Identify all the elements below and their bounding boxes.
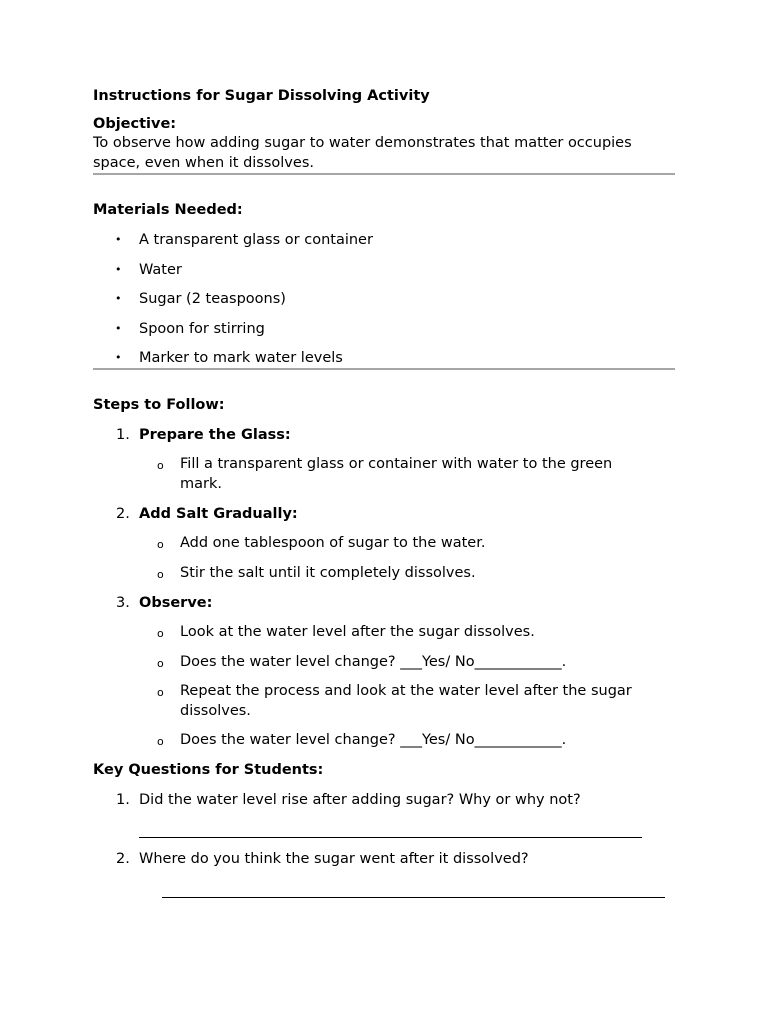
hollow-bullet-icon: o: [157, 538, 164, 551]
hollow-bullet-icon: o: [157, 686, 164, 699]
worksheet-page: [93, 84, 675, 898]
objective-text: [93, 134, 675, 173]
step-number: 3.: [116, 595, 130, 611]
objective-text-line: space, even when it dissolves.: [93, 154, 314, 171]
step-item: [93, 593, 675, 751]
material-item: A transparent glass or container: [139, 232, 373, 248]
hollow-bullet-icon: o: [157, 459, 164, 472]
section-divider: [93, 368, 675, 370]
question-item: [93, 849, 675, 869]
list-item: [93, 230, 675, 250]
substep-item: [139, 564, 675, 584]
material-item: Marker to mark water levels: [139, 350, 343, 366]
list-item: [93, 348, 675, 368]
substep-text: Look at the water level after the sugar dissolves.: [180, 624, 535, 640]
step-substeps: [139, 623, 675, 751]
material-item: Water: [139, 261, 182, 278]
substep-text: Does the water level change? ___Yes/ No____________.: [180, 732, 567, 748]
question-text: Where do you think the sugar went after it dissolved?: [139, 850, 529, 867]
bullet-icon: •: [115, 292, 122, 305]
question-number: 2.: [116, 850, 130, 867]
objective-heading: Objective:: [93, 116, 177, 132]
materials-list: [93, 230, 675, 368]
hollow-bullet-icon: o: [157, 656, 164, 670]
substep-text: Fill a transparent glass or container with water to the green: [180, 456, 613, 472]
list-item: [93, 260, 675, 280]
material-item: Spoon for stirring: [139, 320, 265, 337]
document-title: Instructions for Sugar Dissolving Activity: [93, 88, 430, 104]
substep-text: mark.: [180, 475, 222, 492]
step-substeps: [139, 534, 675, 583]
step-item: [93, 504, 675, 583]
substep-item: [139, 682, 675, 721]
substep-item: [139, 623, 675, 643]
list-item: [93, 289, 675, 309]
substep-item: [139, 653, 675, 673]
bullet-icon: •: [115, 233, 122, 246]
materials-heading: Materials Needed:: [93, 202, 243, 218]
steps-heading: Steps to Follow:: [93, 397, 225, 413]
substep-text: Stir the salt until it completely dissolves.: [180, 564, 476, 581]
hollow-bullet-icon: o: [157, 567, 164, 581]
material-item: Sugar (2 teaspoons): [139, 291, 286, 307]
question-text: Did the water level rise after adding sugar? Why or why not?: [139, 791, 581, 808]
answer-blank-line[interactable]: [162, 897, 665, 898]
step-title: Prepare the Glass:: [139, 427, 291, 443]
step-title: Add Salt Gradually:: [139, 506, 298, 522]
substep-text: Does the water level change? ___Yes/ No____________.: [180, 653, 567, 670]
hollow-bullet-icon: o: [157, 627, 164, 640]
answer-blank-line[interactable]: [139, 837, 642, 838]
objective-text-line: To observe how adding sugar to water demonstrates that matter occupies: [93, 135, 632, 151]
list-item: [93, 319, 675, 339]
substep-item: [139, 534, 675, 554]
substep-text: Add one tablespoon of sugar to the water.: [180, 535, 486, 551]
bullet-icon: •: [115, 351, 122, 364]
steps-list: [93, 425, 675, 751]
section-divider: [93, 173, 675, 175]
substep-text: dissolves.: [180, 702, 251, 719]
substep-text: Repeat the process and look at the water level after the sugar: [180, 683, 632, 699]
bullet-icon: •: [115, 262, 122, 276]
hollow-bullet-icon: o: [157, 735, 164, 748]
substep-item: [139, 455, 675, 494]
key-questions-heading: Key Questions for Students:: [93, 761, 324, 778]
bullet-icon: •: [115, 321, 122, 335]
substep-item: [139, 731, 675, 751]
question-item: [93, 790, 675, 810]
step-number: 1.: [116, 427, 130, 443]
step-number: 2.: [116, 506, 130, 522]
step-substeps: [139, 455, 675, 494]
question-number: 1.: [116, 791, 130, 808]
step-title: Observe:: [139, 595, 213, 611]
step-item: [93, 425, 675, 494]
